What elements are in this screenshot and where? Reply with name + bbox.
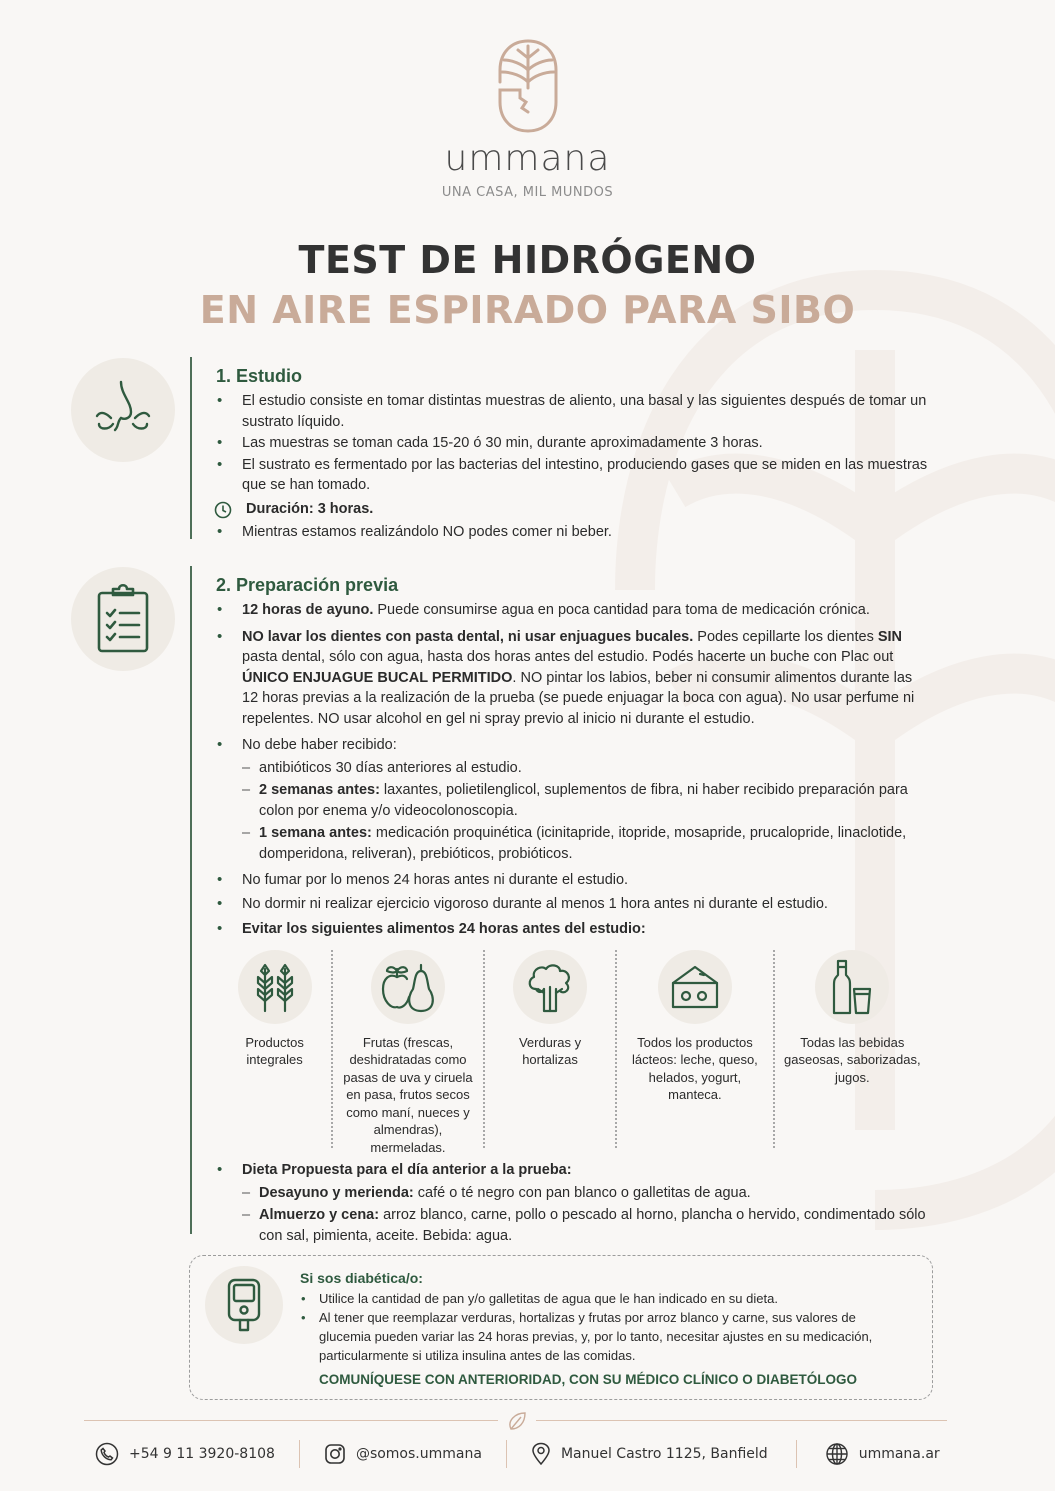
diabetic-notice-box <box>189 1255 933 1400</box>
footer-contact-bar <box>95 1440 955 1468</box>
text: No debe haber recibido: <box>242 737 397 753</box>
page-title: TEST DE HIDRÓGENO <box>298 238 757 282</box>
list-item: • El sustrato es fermentado por las bacterias del intestino, produciendo gases que se miden en las muestras que se han tomado. <box>216 455 930 496</box>
instagram-icon <box>324 1443 346 1465</box>
food-label: Todos los productos lácteos: leche, queso, helados, yogurt, manteca. <box>632 1034 758 1102</box>
bold-text: ÚNICO ENJUAGUE BUCAL PERMITIDO <box>242 669 513 686</box>
cheese-icon <box>658 950 732 1024</box>
footer-phone[interactable] <box>95 1442 275 1466</box>
text: Podes cepillarte los dientes <box>693 628 878 645</box>
phone-text: +54 9 11 3920-8108 <box>129 1446 275 1462</box>
list-item: • No dormir ni realizar ejercicio vigoroso durante al menos 1 hora antes ni durante el estudio. <box>216 894 930 915</box>
list-item-not-received <box>216 735 930 864</box>
footer-instagram[interactable] <box>324 1443 482 1465</box>
sub-item <box>242 758 930 779</box>
footer-separator <box>299 1440 300 1468</box>
footer-website[interactable] <box>825 1442 940 1466</box>
list-item: • Utilice la cantidad de pan y/o galletitas de agua que le han indicado en su dieta. <box>300 1289 910 1308</box>
duration-text: Duración: 3 horas. <box>246 500 374 517</box>
sub-item <box>242 1205 930 1246</box>
duration-item <box>216 499 930 520</box>
list-item: • Al tener que reemplazar verduras, hortalizas y frutas por arroz blanco y carne, sus valores de glucemia pueden variar las 24 horas previas, y, por lo tanto, necesitar ajustes en su medicación, particularmente si utiliza insulina antes de las comidas. <box>300 1308 910 1365</box>
list-item-diet <box>216 1160 930 1246</box>
clipboard-checklist-icon <box>71 567 175 671</box>
footer-separator <box>796 1440 797 1468</box>
footer-divider <box>536 1420 947 1421</box>
food-item <box>333 950 483 1157</box>
globe-icon <box>825 1442 849 1466</box>
apple-pear-icon <box>371 950 445 1024</box>
food-item <box>485 950 615 1157</box>
website-text: ummana.ar <box>858 1446 940 1462</box>
sub-item <box>242 823 930 864</box>
text: pasta dental, sólo con agua, hasta dos horas antes del estudio. Podés hacerte un buche con Plac out <box>242 649 894 665</box>
bold-text: Desayuno y merienda: <box>259 1184 414 1201</box>
location-pin-icon <box>531 1442 551 1466</box>
food-label: Productos integrales <box>245 1034 304 1067</box>
footer-divider <box>84 1420 498 1421</box>
avoid-foods-grid <box>218 950 930 1157</box>
bold-text: NO lavar los dientes con pasta dental, ni usar enjuagues bucales. <box>242 628 694 645</box>
food-item <box>775 950 930 1157</box>
brand-logo <box>0 38 1055 200</box>
list-item-teeth <box>216 627 930 730</box>
clock-icon <box>214 501 232 519</box>
diabetic-heading: Si sos diabética/o: <box>300 1270 423 1286</box>
text: laxantes, polietilenglicol, suplementos de fibra, ni haber recibido preparación para colon por enema y/o videocolonoscopia. <box>259 782 908 819</box>
food-item <box>218 950 331 1157</box>
address-text: Manuel Castro 1125, Banfield <box>560 1446 768 1462</box>
instagram-text: @somos.ummana <box>355 1446 482 1462</box>
text: Puede consumirse agua en poca cantidad para toma de medicación crónica. <box>373 602 870 618</box>
list-item: • No fumar por lo menos 24 horas antes ni durante el estudio. <box>216 870 930 891</box>
wheat-icon <box>238 950 312 1024</box>
bold-text: SIN <box>877 628 903 645</box>
list-item: • Mientras estamos realizándolo NO podes comer ni beber. <box>216 522 930 543</box>
sub-item <box>242 780 930 821</box>
section-heading: 1. Estudio <box>216 366 303 386</box>
footer-address[interactable] <box>531 1442 768 1466</box>
brand-name: ummana <box>444 138 611 179</box>
sub-item <box>242 1183 930 1204</box>
bold-text: 1 semana antes: <box>259 825 372 841</box>
food-label: Frutas (frescas, deshidratadas como pasas de uva y ciruela en pasa, frutos secos como maní, nueces y almendras), mermeladas. <box>343 1034 473 1155</box>
bold-text: 2 semanas antes: <box>259 782 380 798</box>
footer-separator <box>506 1440 507 1468</box>
bold-text: 12 horas de ayuno. <box>242 602 374 618</box>
diabetic-note: COMUNÍQUESE CON ANTERIORIDAD, CON SU MÉDICO CLÍNICO O DIABETÓLOGO <box>319 1372 858 1387</box>
bold-text: Dieta Propuesta para el día anterior a la prueba: <box>242 1162 572 1178</box>
list-item: • Las muestras se toman cada 15-20 ó 30 min, durante aproximadamente 3 horas. <box>216 433 930 454</box>
glucometer-icon <box>205 1266 283 1344</box>
list-item: • El estudio consiste en tomar distintas muestras de aliento, una basal y las siguientes después de tomar un sustrato líquido. <box>216 391 930 432</box>
section-estudio <box>190 357 930 539</box>
phone-icon <box>95 1442 119 1466</box>
text: . NO pintar los labios, beber ni consumir alimentos durante las 12 horas previas a la realización de la prueba (se puede enjuagar la boca con agua). No usar perfume ni repelentes. NO usar alcohol en gel ni spray previo al inicio ni durante el estudio. <box>242 669 915 727</box>
page-subtitle: EN AIRE ESPIRADO PARA SIBO <box>199 288 856 332</box>
bold-text: Evitar los siguientes alimentos 24 horas antes del estudio: <box>242 921 646 937</box>
bottle-glass-icon <box>815 950 889 1024</box>
section-heading: 2. Preparación previa <box>216 575 399 595</box>
food-label: Verduras y hortalizas <box>518 1034 582 1067</box>
broccoli-icon <box>513 950 587 1024</box>
nose-breath-icon <box>71 358 175 462</box>
list-item-fasting <box>216 600 930 621</box>
text: antibióticos 30 días anteriores al estudio. <box>259 759 522 776</box>
leaf-icon <box>507 1411 527 1431</box>
list-item-avoid <box>216 919 930 940</box>
bold-text: Almuerzo y cena: <box>259 1207 380 1223</box>
ummana-logo-icon <box>496 38 560 134</box>
text: café o té negro con pan blanco o galletitas de agua. <box>413 1184 751 1201</box>
food-item <box>617 950 772 1157</box>
text: arroz blanco, carne, pollo o pescado al horno, plancha o hervido, condimentado sólo con sal, pimienta, aceite. Bebida: agua. <box>259 1207 926 1244</box>
food-label: Todas las bebidas gaseosas, saborizadas, jugos. <box>784 1034 921 1085</box>
section-preparacion <box>190 566 930 1244</box>
brand-tagline: UNA CASA, MIL MUNDOS <box>441 185 614 200</box>
text: medicación proquinética (icinitapride, itopride, mosapride, prucalopride, linaclotide, domperidona, reliveran), prebióticos, probióticos. <box>259 825 907 862</box>
